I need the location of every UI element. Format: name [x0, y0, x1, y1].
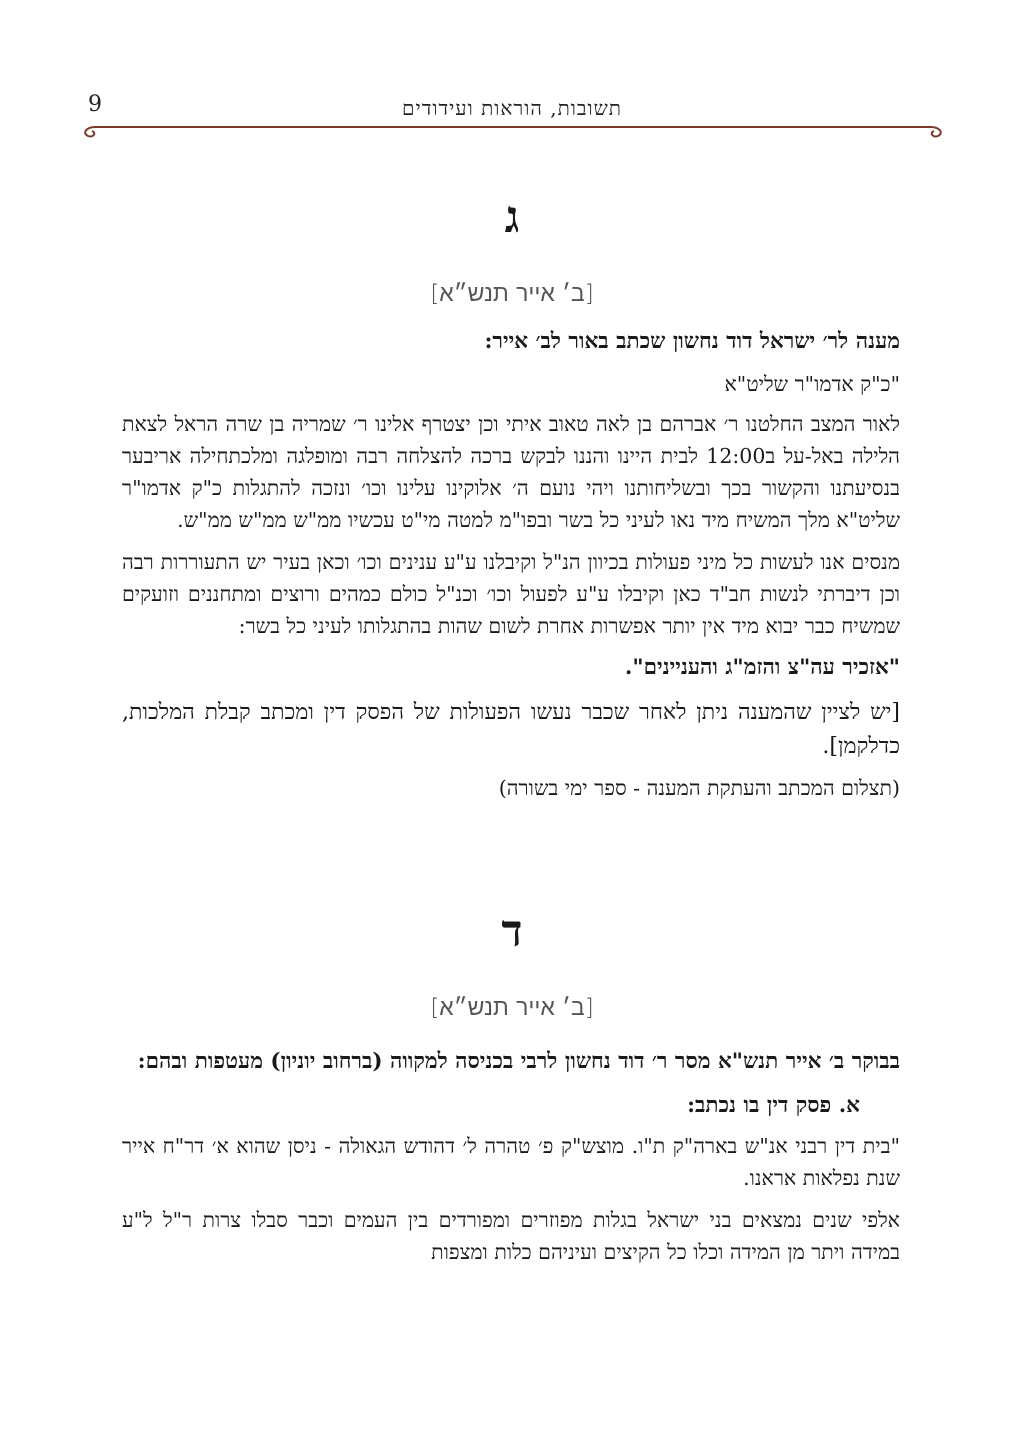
section-d-date: [ב׳ אייר תנש״א] [430, 995, 594, 1021]
psak-din-paragraph-1: "בית דין רבני אנ"ש בארה"ק ת"ו. מוצש"ק פ׳ טהרה ל׳ דהודש הגאולה - ניסן שהוא א׳ דר"ח אייר שנת נפלאות אראנו. [122, 1134, 900, 1190]
ornamental-header-rule [78, 121, 948, 139]
section-d-intro: בבוקר ב׳ אייר תנש"א מסר ר׳ דוד נחשון לרבי בכניסה למקווה (ברחוב יוניון) מעטפות ובהם: [137, 1049, 900, 1074]
section-d-subheading: א. פסק דין בו נכתב: [687, 1093, 860, 1118]
section-g-body [122, 326, 900, 804]
letter-salutation: "כ"ק אדמו"ר שליט"א [724, 372, 900, 396]
running-header-title: תשובות, הוראות ועידודים [401, 96, 623, 120]
section-letter-d: ד [501, 906, 523, 957]
editor-note: [יש לציין שהמענה ניתן לאחר שכבר נעשו הפעולות של הפסק דין ומכתב קבלת המלכות, כדלקמן]. [122, 700, 900, 759]
source-citation: (תצלום המכתב והעתקת המענה - ספר ימי בשורה) [498, 776, 900, 800]
section-g-heading: מענה לר׳ ישראל דוד נחשון שכתב באור לב׳ אייר: [484, 329, 900, 354]
psak-din-paragraph-2: אלפי שנים נמצאים בני ישראל בגלות מפוזרים ומפורדים בין העמים וכבר סבלו צרות ר"ל ל"ע במידה ויתר מן המידה וכלו כל הקיצים ועיניהם כלות ומצפות [122, 1208, 900, 1264]
section-letter-g: ג [504, 192, 520, 243]
section-g-date: [ב׳ אייר תנש״א] [430, 281, 594, 307]
letter-paragraph-1: לאור המצב החלטנו ר׳ אברהם בן לאה טאוב איתי וכן יצטרף אלינו ר׳ שמריה בן שרה הראל לצאת הלילה באל-על ב12:00 לבית היינו והננו לבקש ברכה להצלחה רבה ומופלגה ומלכתחילה אריבער בנסיעתנו והקשור בכך ובשליחותנו ויהי נועם ה׳ אלוקינו עלינו וכו׳ ונזכה להתגלות כ"ק אדמו"ר שליט"א מלך המשיח מיד נאו לעיני כל בשר ובפו"מ למטה מי"ט עכשיו ממ"ש ממ"ש ממ"ש. [122, 412, 900, 532]
letter-paragraph-2: מנסים אנו לעשות כל מיני פעולות בכיוון הנ"ל וקיבלנו ע"ע ענינים וכו׳ וכאן בעיר יש התעוררות רבה וכן דיברתי לנשות חב"ד כאן וקיבלו ע"ע לפעול וכו׳ וכנ"ל כולם כמהים ורוצים ומתחננים וזועקים שמשיח כבר יבוא מיד אין יותר אפשרות אחרת לשום שהות בהתגלותו לעיני כל בשר: [122, 550, 900, 638]
page-number: 9 [88, 92, 102, 117]
section-d-body [122, 1046, 900, 1268]
rebbe-answer: "אזכיר עה"צ והזמ"ג והעניינים". [624, 655, 900, 680]
